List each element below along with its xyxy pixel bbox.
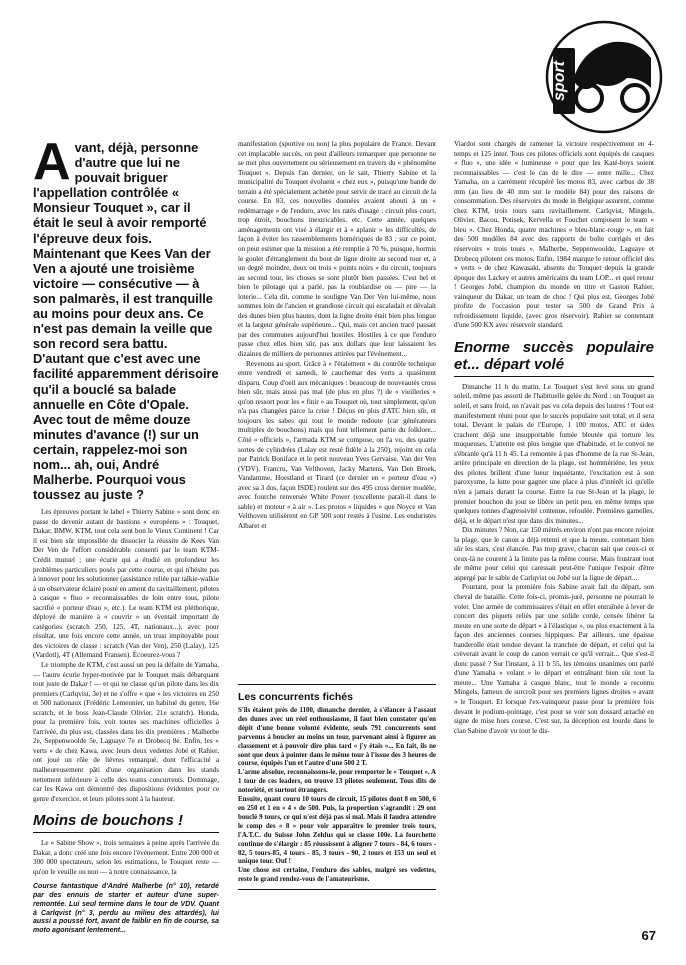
box-paragraph: L'arme absolue, reconnaissons-le, pour remporter le « Touquet ». A 1 tour de ces leaders, on trouve 13 pilotes seulement. Tous dits de notoriété, et surtout étrangers.	[238, 769, 436, 795]
lead-paragraph	[33, 133, 219, 503]
sport-label: sport	[551, 61, 568, 101]
body-paragraph: manifestation (sportive ou non) la plus populaire de France. Devant cet implacable succès, on peut d'ailleurs remarquer que personne ne se met plus ouvertement ou sérieusement en travers du « phénomène Touquet ». Depuis l'an dernier, on le sait, Thierry Sabine et la municipalité du Touquet évoluent « chez eux », puisqu'une bande de terrain a été spécialement achetée pour servir de tracé au circuit de la course. En 83, ces nouvelles données avaient abouti à un « redémarrage » de l'enduro, avec les ratés d'usage : circuit plus court, trop étroit, bouchons inextricables, etc. Cette année, quelques aménagements ont visé à élargir et à « aplanir » les difficultés, de façon à éviter les rassemblements homériques de 83 : sur ce point, on peut estimer que la mission a été remplie à 70 %, puisque, hormis le goulet d'étranglement du bout de ligne droite au second tour et, à un degré moindre, deux ou trois « points noirs » du circuit, toujours au second tour, les choses se sont plutôt bien passées. C'est bel et bien le pilotage qui a parlé, pas la roublardise ou — pire — la loterie... Cela dit, comme le souligne Van Der Ven lui-même, nous sommes loin de l'ancien et grandiose circuit qui escaladait et dévalait des dunes bien plus hautes, dont la ligne droite était bien plus longue et la largeur générale supérieure... Qui, mais cet ancien tracé passait par des communes aujourd'hui hostiles. Hostiles à ce que l'enduro passe chez elles bien sûr, pas aux dollars que leur laissaient les dizaines de milliers de personnes attirées par l'événement...	[238, 140, 436, 359]
box-paragraph: Ensuite, quant couru 10 tours de circuit, 15 pilotes dont 8 en 500, 6 en 250 et 1 en « 4 » de 500. Puis, la proportion s'agrandit : 29 ont bouclé 9 tours, ce qui n'est déjà pas si mal. Mais il faudra attendre le comp des « 8 » pour voir apparaître le premier trois tours, l'A.T.C. du Suisse John Zehfus qui se classe 100e. La fourchette continue de s'élargir : 85 réussissent à aligner 7 tours - 84, 6 tours - 82, 5 tours-85, 4 tours - 85, 3 tours - 90, 2 tours et 153 un seul et unique tour. Ouf !	[238, 796, 436, 866]
body-paragraph: Revenons au sport. Grâce à « l'étalement » du contrôle technique entre vendredi et samedi, le cauchemar des verts a quasiment disparu. Coup d'oeil aux mécaniques : beaucoup de nouveautés cross bien sûr, mais aussi pas mal (de plus en plus ?) de « vieilleries » qu'on ressort pour les « finir » au Touquet où, tout simplement, qu'on n'a pas changées parce la crise ! Déçus en plus d'ATC bien sûr, et toujours les sabes qui tout le monde redoute (car générateurs multiples de bouchons) mais qui font tellement partie du folklore... Côté « officiels », l'armada KTM se compose, on l'a vu, des quatre sortes de cylindrées (Lalay est resté fidèle à la 250), rejoint en cela par Patrick Boniface et le petit nouveau Yves Gervaise. Van der Ven (VDV), Francru, Van Velthoven, Jacky Martens, Van Den Broek, Vandamme, Hoestland et Tirard (ce dernier en « porteur d'eau ») avec sa 3 dos, façon ISDE) roulent sur des 495 cross dernier modèle, avec fourche renversée White Power (excellente paraît-il dans le sable) et moteur « à air ». Les protos « liquides » que Noyce et Van Velthoven utilisèrent en GP 500 sont restés à l'usine. Les enduristes Albaret et	[238, 359, 436, 530]
page-number: 67	[641, 928, 656, 943]
box-title: Les concurrents fichés	[238, 691, 353, 703]
sport-section-logo	[543, 18, 665, 136]
column-1	[33, 133, 219, 936]
body-paragraph: Pourtant, pour la première fois Sabine avait fait du départ, son cheval de bataille. Cette fois-ci, promis-juré, personne ne pourrait le voler. Une armée de commissaires s'était en effet entraînée à lever de concert des piquets reliés par une solide corde, censée libérer la meute en une sorte de départ « à l'élastique », ou plus exactement à la façon des anciennes courses hippiques. Par ailleurs, une épaisse banderolle était tendue devant la tranchée de départ, et celui qui la crèverait avant le coup de canon verrait ce qu'il verrait... Que s'est-il donc passé ? Sur l'instant, à 11 h 55, les témoins unanimes ont parlé d'une Yamaha « volant » le départ et entraînant bien sûr tout la meute... Une Yamaha à casque blanc, tout le monde a reconnu Mingels, fameux de surcroît pour ses premiers lignes droites « avant » le Touquet. Et lorsque l'ex-vainqueur passe pour la première fois devant le podium-pointage, c'est pour se voir son dossard arraché en signe de mise hors course. C'est sur, la déception est lourde dans le clan Sabine d'avoir vu tout le dis-	[454, 583, 654, 735]
body-paragraph: Viardot sont chargés de ramener la victoire respectivement en 4-temps et 125 inter. Tous ces pilotes officiels sont équipés de casques « fluo », une idée « lumineuse » pour que les Katé-boys soient reconnaissables — c'est le cas de le dire — entre mille... Chez Yamaha, on a carrément récupéré les motos 83, avec carbus de 38 mm (au lieu de 40 mm sur le modèle 84) pour des raisons de consommation. Des réservoirs du mode in Belgique assurent, comme chez KTM, trois tours sans ravitaillement. Carlqvist, Mingels, Olivier, Bacou, Potisek, Kervella et Fouchet composent le team « bleu ». Chez Honda, quatre machines « bleu-blanc-rouge », en fait des 500 modèles 84 avec des rapports de boîte corrigés et des réservoirs « trois tours ». Malherbe, Seppenwoolde, Laguaye et Drobecq pilotent ces motos. Enfin, 1984 marque le retour officiel des « verts » de chez Kawasaki, absents du Touquet depuis la grande époque des Lackey et autres américains du team LOP... et quel retour ! Georges Jobé, champion du monde en titre et Gaston Rahier, vainqueur du Dakar, un team de choc ! Qui plus est, Georges Jobé profite de l'occasion pour tester sa 500 de Grand Prix à refroidissement liquide, (avec gros réservoir). Rahier se contentant d'une 500 KX avec réservoir standard.	[454, 140, 654, 330]
body-paragraph: Le « Sabine Show », trois semaines à peine après l'arrivée du Dakar, a donc créé une fois encore l'événement. Entre 200 000 et 300 000 spectateurs, selon les estimations, le Touquet reste — qu'on le veuille ou non — à notre connaissance, la	[33, 839, 219, 876]
body-paragraph: Dix minutes ? Non, car 150 mètrès environ n'ont pas encore rejoint la plage, que le canon a déjà retenti et que la meute, contenant bien sûr les stars, s'est élancée. Pas trop grave, chacun sait que ceux-ci et ceux-là ne courent à la limite pas la même course. Mais frustrant tout de même pour celui qui caressait peut-être l'unique l'espoir d'être aspergé par le sable de Carlqvist ou Jobé sur la ligne de départ...	[454, 526, 654, 582]
lead-text: vant, déjà, personne d'autre que lui ne pouvait briguer l'appellation contrôlée « Monsieur Touquet », car il était le seul à avoir remporté l'épreuve deux fois. Maintenant que Kees Van der Ven a ajouté une troisième victoire — consécutive — à son palmarès, il est tranquille au moins pour deux ans. Ce n'est pas demain la veille que son record sera battu. D'autant que c'est avec une facilité apparemment dérisoire qu'il a bouclé sa balade annuelle en Côte d'Opale. Avec tout de même douze minutes d'avance (!) sur un certain, rappelez-moi son nom... ah, oui, André Malherbe. Pourquoi vous toussez au juste ?	[33, 140, 219, 503]
column-2	[238, 140, 436, 531]
column-3	[454, 140, 654, 736]
body-paragraph: Les épreuves portant le label « Thierry Sabine » sont donc en passe de devenir autant de bastions « européens » : Touquet, Dakar, BMW, KTM, tout cela sent bon le Vieux Continent ! Car il est bien sûr impossible de dissocier la réussite de Kees Van Der Ven de l'effort considérable consenti par le team KTM-Crédit mutuel ; une écurie qui a étudié en profondeur les problèmes particuliers posés par cette course, et qui n'hésite pas à innover pour les solutionner (assistance reliée par talkie-walkie à un observateur éclairé posté en amont du ravitaillement, pilotes à casque « fluo » reconnaissables de loin entre tous, pilote sacrifié « porteur d'eau », etc.). Le team KTM est pléthorique, déployé de manière à « couvrir » un éventail important de catégories (scratch 250, 125, 4T, nationaux...), avec pour résultat, une fois encore cette année, un trust impitoyable pour des victoires de classe : scratch (Van der Ven), 250 (Lalay), 125 (Vardotl), 4T (Allemand Fransen). Écoeurez-vous ?	[33, 508, 219, 660]
drop-cap: A	[33, 133, 71, 191]
box-paragraph: S'ils étaient près de 1100, dimanche dernier, à s'élancer à l'assaut des dunes avec un réel enthousiasme, il faut bien constater qu'en dépit d'une bonne volonté évidente, seuls 791 concurrents sont parvenus à boucler au moins un tour, parvenant ainsi à figurer au classement et à pouvoir dire plus tard « j'y étais »... En fait, ils ne sont que deux à pointer dans le même tour à l'issue des 3 heures de course, équipés l'un et l'autre d'une 500 2 T.	[238, 707, 436, 768]
box-paragraph: Une chose est certaine, l'enduro des sables, malgré ses vedettes, reste le grand rendez-vous de l'amateurisme.	[238, 867, 436, 884]
sidebar-box	[238, 684, 436, 890]
section-heading: Moins de bouchons !	[33, 812, 219, 833]
body-paragraph: Le triomphe de KTM, c'est aussi un peu la défaite de Yamaha, — l'autre écurie hyper-motivée par le Touquet mais débarquant tout juste de Dakar ! — et qui ne classe qu'un pilote dans les dix premiers (Carlqvist, 3e) et ne s'offre « que » les victoires en 250 et 500 nationaux (Frédéric Lemeunier, un habitué du genre, 16e scratch, et le boss Jean-Claude Olivier, 21e scratch). Honda, pour la première fois, voit toutes ses machines officielles à l'arrivée, du plus est, classées dans les dix premières : Malherbe 2e, Seppenwoolde 5e, Laguaye 7e et Drobecq 8e. Enfin, les « verts » de chez Kawa, avec leurs deux vedettes Jobé et Rahier, ont joué un rôle de lièvres remarqué, dont l'efficacité a malheureusement pâti d'une organisation dans les stands nettement inférieure à celle des teams concurrents. Dommage, car les Kawa ont démontré des dispositions évidentes pour ce genre d'exercice, et leurs pilotes sont à la hauteur.	[33, 661, 219, 803]
photo-caption: Course fantastique d'André Malherbe (n° 10), retardé par des ennuis de starter et auteur d'une super-remontée. Lui seul termine dans le tour de VDV. Quant à Carlqvist (n° 3, perdu au milieu des attardés), lui aussi a poussé fort, avant de faiblir en fin de course, sa moto agonisant lentement...	[33, 883, 219, 934]
section-heading: Enorme succès populaire et... départ volé	[454, 339, 654, 377]
body-paragraph: Dimanche 11 h du matin. Le Touquet s'est levé sous un grand soleil, même pas assorti de l'habituelle gelée du Nord : un Touquet au soleil, et sans froid, on n'avait pas vu cela depuis des lustres ! Tout est manifestement réuni pour que le succès populaire soit total, et il sera total. Devant le palais de l'Europe, 1 100 motos, ATC et sides crachent déjà une insupportable fumée bleutée qui torture les muqueuses. L'attente est plus longue que d'habitude, et le convoi ne s'ébranle qu'à 11 h 45. La remontée à pas d'homme de la rue St-Jean, artère principale en direction de la plage, est hommériéne, les yeux des pilotes brillent d'une lueur inquiétante, l'excitation est à son paroxysme, la lutte pour gagner une place à plus d'intérêt ici qu'elle n'en a jamais durant la course. Entre la rue St-Jean et la plage, le premier bouchon du jour se libère un petit peu, en même temps que quelques tonnes d'agressivité contenue, refoulée. Premières gamelles, déjà, et le départ n'est que dans dix minutes...	[454, 382, 654, 525]
